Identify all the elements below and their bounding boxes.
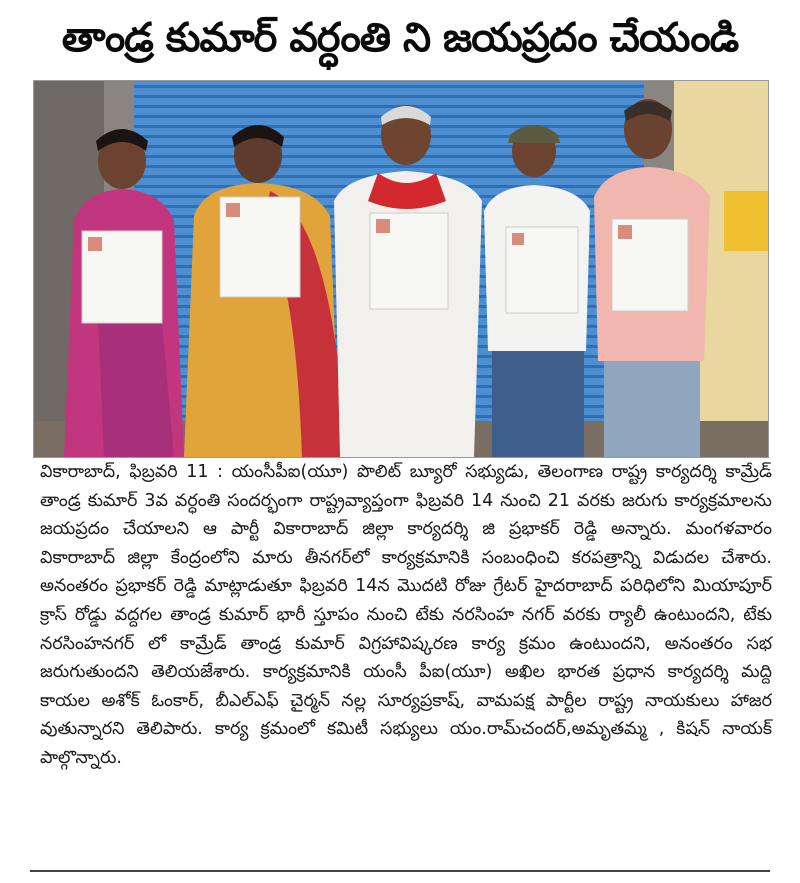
shutter-stripe xyxy=(134,105,644,108)
shutter-stripe xyxy=(134,85,644,88)
headline: తాండ్ర కుమార్ వర్ధంతి ని జయప్రదం చేయండి xyxy=(61,15,739,61)
shutter-stripe xyxy=(134,165,644,168)
bottom-rule xyxy=(30,870,770,872)
photo-illustration xyxy=(34,81,768,457)
article-body: వికారాబాద్, ఫిబ్రవరి 11 : యంసీపీఐ(యూ) పొలిట్ బ్యూరో సభ్యుడు, తెలంగాణ రాష్ట్ర కార్యదర్శి కామ్రేడ్ తాండ్ర కుమార్ 3వ వర్ధంతి సందర్భంగా రాష్ట్రవ్యాప్తంగా ఫిబ్రవరి 14 నుంచి 21 వరకు జరుగు కార్యక్రమాలను జయప్రదం చేయాలని ఆ పార్టీ వికారాబాద్ జిల్లా కార్యదర్శి జి ప్రభాకర్ రెడ్డి అన్నారు. మంగళవారం వికారాబాద్ జిల్లా కేంద్రంలోని మారు తీనగర్‌లో కార్యక్రమానికి సంబంధించి కరపత్రాన్ని విడుదల చేశారు. అనంతరం ప్రభాకర్ రెడ్డి మాట్లాడుతూ ఫిబ్రవరి 14న మొదటి రోజు గ్రేటర్ హైదరాబాద్ పరిధిలోని మియాపూర్ క్రాస్ రోడ్డు వద్దగల తాండ్ర కుమార్ భారీ స్తూపం నుంచి టేకు నరసింహ నగర్ వరకు ర్యాలీ ఉంటుందని, టేకు నరసింహనగర్ లో కామ్రేడ్ తాండ్ర కుమార్ విగ్రహావిష్కరణ కార్య క్రమం ఉంటుందని, అనంతరం సభ జరుగుతుందని తెలియజేశారు. కార్యక్రమానికి యంసీ పీఐ(యూ) అఖిల భారత ప్రధాన కార్యదర్శి మద్ది కాయల అశోక్ ఓంకార్, బీఎల్ఎఫ్ చైర్మన్ నల్ల సూర్యప్రకాష్, వామపక్ష పార్టీల రాష్ట్ర నాయకులు హాజర వుతున్నారని తెలిపారు. కార్య క్రమంలో కమిటీ సభ్యులు యం.రామ్‌చందర్,అమృతమ్మ , కిషన్ నాయక్ పాల్గొన్నారు. xyxy=(40,462,772,768)
shutter-stripe xyxy=(134,95,644,98)
news-photo xyxy=(33,80,769,458)
yellow-sign xyxy=(724,191,768,251)
